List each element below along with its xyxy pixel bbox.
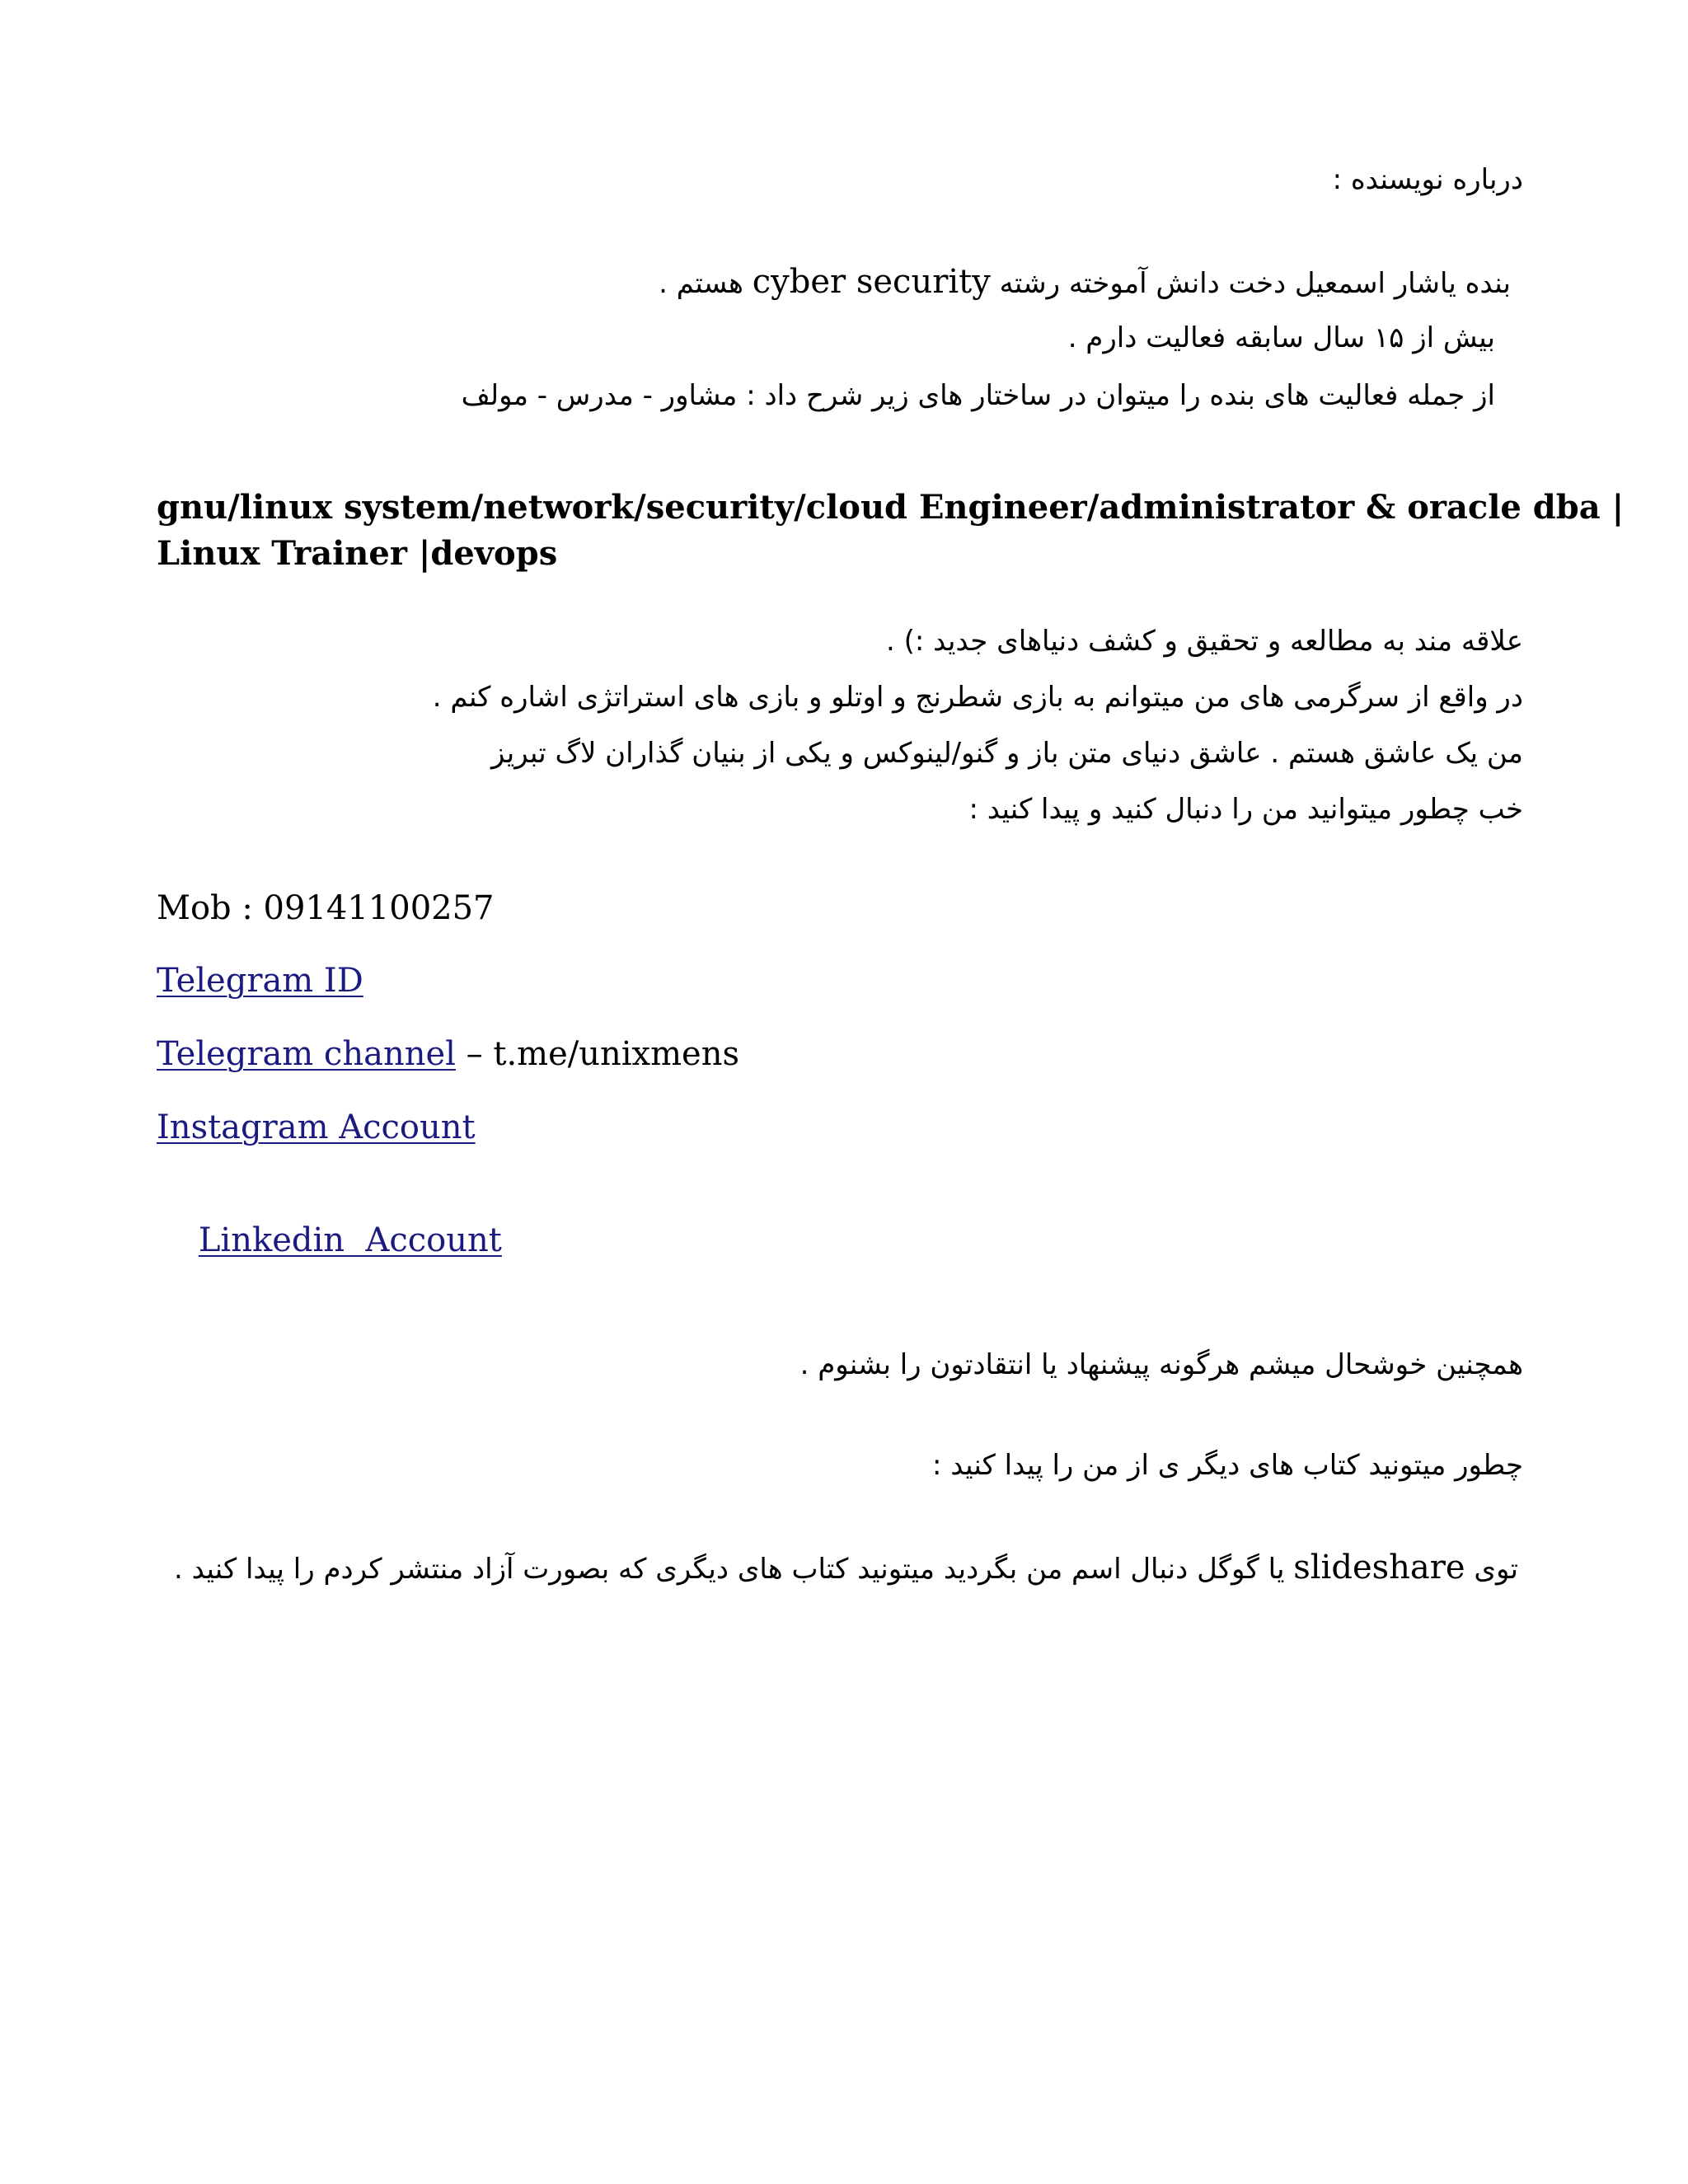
- books-suffix: یا گوگل دنبال اسم من بگردید میتونید کتاب های دیگری که بصورت آزاد منتشر کردم را پیدا کنید .: [173, 1553, 1285, 1586]
- books-site: slideshare: [1293, 1549, 1465, 1586]
- interests-line-2: در واقع از سرگرمی های من میتوانم به بازی شطرنج و اوتلو و بازی های استراتژی اشاره کنم .: [432, 681, 1523, 714]
- roles-line-2: Linux Trainer |devops: [157, 534, 558, 573]
- books-prefix: توی: [1474, 1553, 1518, 1586]
- about-line-2: بیش از ۱۵ سال سابقه فعالیت دارم .: [1067, 321, 1495, 354]
- linkedin-link[interactable]: Linkedin Account: [198, 1221, 502, 1259]
- instagram-row: [157, 1108, 476, 1147]
- roles-line-1: gnu/linux system/network/security/cloud Engineer/administrator & oracle dba |: [157, 488, 1625, 527]
- interests-line-3: من یک عاشق هستم . عاشق دنیای متن باز و گنو/لینوکس و یکی از بنیان گذاران لاگ تبریز: [491, 737, 1523, 770]
- interests-line-1: علاقه مند به مطالعه و تحقیق و کشف دنیاهای جدید :) .: [885, 625, 1523, 658]
- about-line-1-suffix: هستم .: [659, 267, 743, 300]
- books-question: چطور میتونید کتاب های دیگر ی از من را پیدا کنید :: [932, 1449, 1523, 1482]
- telegram-id-link[interactable]: Telegram ID: [157, 962, 363, 1000]
- about-line-3: از جمله فعالیت های بنده را میتوان در ساختار های زیر شرح داد : مشاور - مدرس - مولف: [461, 379, 1495, 412]
- instagram-link[interactable]: Instagram Account: [157, 1108, 476, 1146]
- interests-line-4: خب چطور میتوانید من را دنبال کنید و پیدا کنید :: [968, 793, 1523, 826]
- linkedin-row: [157, 1181, 502, 1300]
- feedback-line: همچنین خوشحال میشم هرگونه پیشنهاد یا انتقادتون را بشنوم .: [799, 1348, 1523, 1381]
- mobile-number: Mob : 09141100257: [157, 889, 495, 927]
- telegram-channel-url: – t.me/unixmens: [466, 1035, 740, 1073]
- telegram-channel-row: [157, 1034, 739, 1074]
- about-line-1-prefix: بنده یاشار اسمعیل دخت دانش آموخته رشته: [999, 267, 1511, 300]
- about-field: cyber security: [752, 263, 991, 301]
- roles-heading: [157, 485, 1625, 577]
- about-title: درباره نویسنده :: [1332, 163, 1523, 196]
- about-line-1: [659, 262, 1511, 302]
- books-line: [174, 1548, 1518, 1587]
- telegram-channel-link[interactable]: Telegram channel: [157, 1035, 456, 1073]
- telegram-id-row: [157, 961, 363, 1001]
